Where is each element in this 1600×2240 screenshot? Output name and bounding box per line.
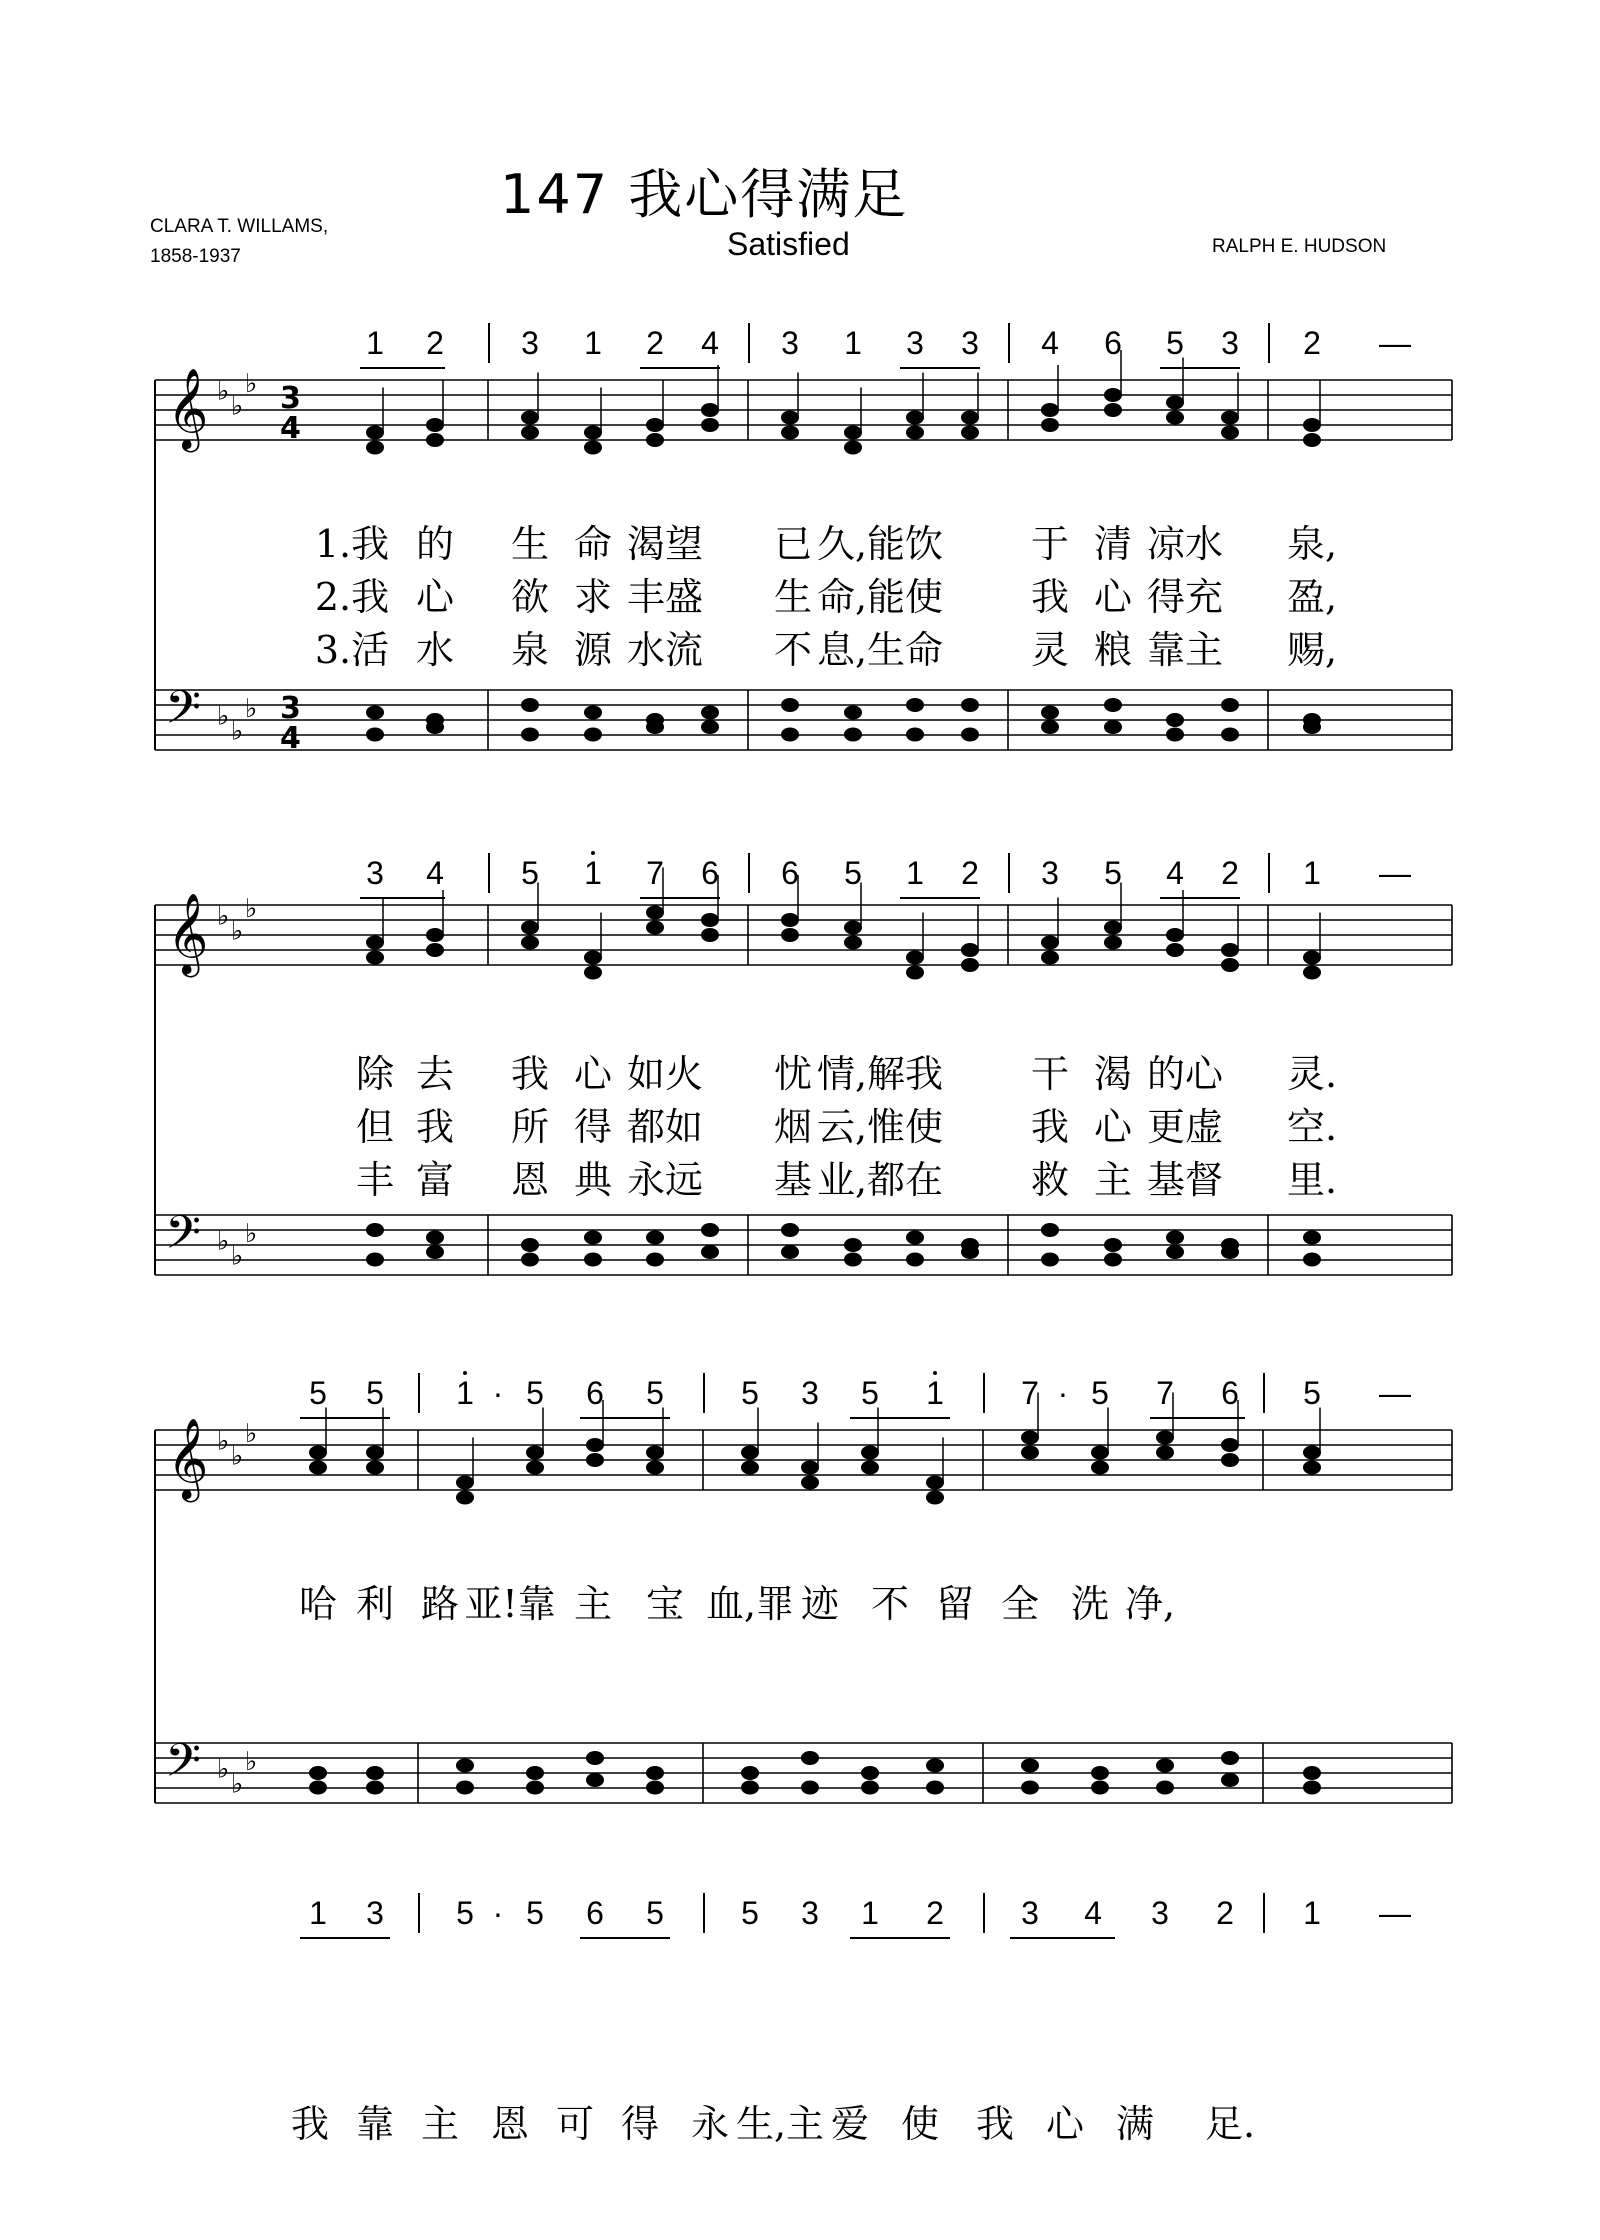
lyric-syllable: 忧 [773, 1052, 813, 1096]
lyric-syllable: 全 [1000, 1582, 1040, 1626]
lyric-syllable: 心 [1045, 2102, 1085, 2146]
flat-icon: ♭ [245, 894, 258, 924]
jianpu-note: 5 [366, 1375, 384, 1411]
lyric-syllable: 恩 [490, 2102, 530, 2146]
lyric-syllable: 净, [1124, 1582, 1176, 1626]
jianpu-note: 3 [1041, 855, 1059, 891]
flat-icon: ♭ [231, 391, 244, 422]
lyric-syllable: 靠 [355, 2102, 395, 2146]
lyric-syllable: 源 [573, 628, 613, 672]
lyric-syllable: 救 [1030, 1158, 1070, 1202]
lyric-syllable: 主 [573, 1582, 613, 1626]
jianpu-note: 4 [1166, 855, 1184, 891]
lyric-syllable: 业,都在 [816, 1158, 944, 1202]
lyric-syllable: 求 [573, 575, 613, 619]
lyric-syllable: 哈 [298, 1582, 338, 1626]
jianpu-note: 2 [1216, 1895, 1234, 1931]
jianpu-note: 2 [426, 325, 444, 361]
lyric-syllable: 永 [690, 2102, 730, 2146]
jianpu-bar [418, 1893, 420, 1933]
lyric-syllable: 都如 [626, 1105, 704, 1149]
jianpu-note: 3 [906, 325, 924, 361]
lyric-syllable: 2.我 [314, 575, 390, 619]
jianpu-note: 7 [1021, 1375, 1039, 1411]
jianpu-note: 4 [1084, 1895, 1102, 1931]
jianpu-note: 3 [1151, 1895, 1169, 1931]
flat-icon: ♭ [231, 1769, 244, 1800]
lyricist-name: CLARA T. WILLAMS, [150, 216, 329, 237]
lyric-syllable: 典 [573, 1158, 613, 1202]
lyric-syllable: 去 [415, 1052, 455, 1096]
jianpu-note: 5 [646, 1375, 664, 1411]
composer-credit: RALPH E. HUDSON [1212, 236, 1387, 257]
lyric-syllable: 亚!靠 [464, 1582, 556, 1626]
jianpu-note: 3 [1221, 325, 1239, 361]
jianpu-note: 7 [646, 855, 664, 891]
jianpu-note: 1 [844, 325, 862, 361]
lyric-syllable: 水流 [626, 628, 704, 672]
jianpu-note: · [1057, 1375, 1069, 1411]
lyric-syllable: 赐, [1286, 628, 1338, 672]
jianpu-note: 1 [584, 855, 602, 891]
lyric-syllable: 得 [573, 1105, 613, 1149]
jianpu-note: 3 [781, 325, 799, 361]
lyric-syllable: 我 [415, 1105, 455, 1149]
lyric-syllable: 心 [1093, 575, 1133, 619]
flat-icon: ♭ [245, 1419, 258, 1449]
lyric-syllable: 如火 [626, 1052, 704, 1096]
jianpu-note: 5 [741, 1375, 759, 1411]
jianpu-note: 6 [781, 855, 799, 891]
jianpu-note: 3 [366, 1895, 384, 1931]
lyric-syllable: 粮 [1093, 628, 1133, 672]
jianpu-note: 1 [861, 1895, 879, 1931]
lyric-syllable: 心 [415, 575, 455, 619]
jianpu-note: 2 [926, 1895, 944, 1931]
lyric-syllable: 久,能饮 [816, 522, 944, 566]
lyric-syllable: 除 [355, 1052, 395, 1096]
lyric-syllable: 不 [773, 628, 813, 672]
lyric-syllable: 主 [1093, 1158, 1133, 1202]
jianpu-note: 4 [701, 325, 719, 361]
jianpu-note: 3 [366, 855, 384, 891]
lyric-syllable: 3.活 [314, 628, 390, 672]
hymn-subtitle: Satisfied [727, 226, 850, 262]
jianpu-note: 5 [741, 1895, 759, 1931]
lyric-syllable: 生 [773, 575, 813, 619]
lyric-syllable: 富 [415, 1158, 455, 1202]
jianpu-note: 5 [646, 1895, 664, 1931]
jianpu-note: · [492, 1375, 504, 1411]
flat-icon: ♭ [245, 1219, 258, 1249]
lyric-syllable: 渴 [1093, 1052, 1133, 1096]
jianpu-note: 1 [366, 325, 384, 361]
jianpu-note: 1 [1303, 855, 1321, 891]
lyric-syllable: 可 [555, 2102, 595, 2146]
lyric-syllable: 迹 [800, 1582, 840, 1626]
jianpu-note: 5 [521, 855, 539, 891]
jianpu-note: 5 [309, 1375, 327, 1411]
lyric-syllable: 永远 [626, 1158, 704, 1202]
flat-icon: ♭ [231, 1441, 244, 1472]
treble-clef-icon: 𝄞 [167, 892, 209, 974]
jianpu-note: 7 [1156, 1375, 1174, 1411]
jianpu-note: 2 [646, 325, 664, 361]
jianpu-note: 6 [1221, 1375, 1239, 1411]
lyric-syllable: 渴望 [626, 522, 704, 566]
jianpu-note: 5 [861, 1375, 879, 1411]
lyric-syllable: 命 [573, 522, 613, 566]
lyric-syllable: 足. [1204, 2102, 1256, 2146]
jianpu-note: 3 [961, 325, 979, 361]
flat-icon: ♭ [245, 1747, 258, 1777]
lyric-syllable: 盈, [1286, 575, 1338, 619]
lyric-syllable: 得 [620, 2102, 660, 2146]
jianpu-note: 5 [526, 1375, 544, 1411]
lyric-syllable: 息,生命 [816, 628, 944, 672]
jianpu-note: 1 [456, 1375, 474, 1411]
lyric-syllable: 靠主 [1146, 628, 1224, 672]
jianpu-underline [850, 1937, 950, 1939]
lyric-syllable: 泉 [510, 628, 550, 672]
jianpu-note: 6 [586, 1375, 604, 1411]
lyric-syllable: 更虚 [1146, 1105, 1224, 1149]
time-signature-denominator: 4 [280, 411, 301, 446]
flat-icon: ♭ [217, 376, 230, 407]
lyric-syllable: 洗 [1070, 1582, 1110, 1626]
lyric-syllable: 留 [935, 1582, 975, 1626]
lyric-syllable: 丰 [355, 1158, 395, 1202]
jianpu-bar [983, 1893, 985, 1933]
jianpu-note: 1 [906, 855, 924, 891]
lyric-syllable: 宝 [645, 1582, 685, 1626]
jianpu-note: 3 [521, 325, 539, 361]
bass-clef-icon: 𝄢 [165, 681, 202, 746]
flat-icon: ♭ [231, 716, 244, 747]
jianpu-bar [703, 1893, 705, 1933]
jianpu-note: 6 [586, 1895, 604, 1931]
lyric-syllable: 已 [773, 522, 813, 566]
jianpu-note: 1 [1303, 1895, 1321, 1931]
jianpu-note: 5 [1104, 855, 1122, 891]
lyric-syllable: 得充 [1146, 575, 1224, 619]
flat-icon: ♭ [217, 1426, 230, 1457]
lyric-syllable: 基督 [1146, 1158, 1224, 1202]
jianpu-note: · [492, 1895, 504, 1931]
jianpu-note: 3 [801, 1375, 819, 1411]
lyric-syllable: 凉水 [1146, 522, 1224, 566]
bass-clef-icon: 𝄢 [165, 1206, 202, 1271]
jianpu-note: — [1379, 1375, 1411, 1411]
lyric-syllable: 命,能使 [816, 575, 944, 619]
jianpu-underline [300, 1937, 390, 1939]
jianpu-note: 4 [1041, 325, 1059, 361]
lyric-syllable: 心 [1093, 1105, 1133, 1149]
jianpu-note: 5 [456, 1895, 474, 1931]
lyric-syllable: 水 [415, 628, 455, 672]
lyric-syllable: 泉, [1286, 522, 1338, 566]
lyric-syllable: 灵 [1030, 628, 1070, 672]
bass-clef-icon: 𝄢 [165, 1734, 202, 1799]
jianpu-note: 3 [1021, 1895, 1039, 1931]
jianpu-note: 5 [1303, 1375, 1321, 1411]
lyric-syllable: 欲 [510, 575, 550, 619]
flat-icon: ♭ [217, 701, 230, 732]
jianpu-underline [580, 1937, 670, 1939]
lyric-syllable: 我 [1030, 1105, 1070, 1149]
lyric-syllable: 满 [1115, 2102, 1155, 2146]
lyric-syllable: 血,罪 [705, 1582, 795, 1626]
lyric-syllable: 生 [510, 522, 550, 566]
lyric-syllable: 里. [1286, 1158, 1338, 1202]
jianpu-note: 1 [584, 325, 602, 361]
lyric-syllable: 1.我 [314, 522, 390, 566]
flat-icon: ♭ [231, 1241, 244, 1272]
flat-icon: ♭ [245, 369, 258, 399]
jianpu-note: 5 [1091, 1375, 1109, 1411]
lyric-syllable: 空. [1286, 1105, 1338, 1149]
jianpu-note: — [1379, 855, 1411, 891]
jianpu-bar [1263, 1893, 1265, 1933]
hymn-title: 147 我心得满足 [500, 163, 909, 226]
lyric-syllable: 路 [420, 1582, 460, 1626]
jianpu-note: — [1379, 325, 1411, 361]
lyric-syllable: 主 [420, 2102, 460, 2146]
flat-icon: ♭ [217, 1754, 230, 1785]
lyric-syllable: 基 [773, 1158, 813, 1202]
lyric-syllable: 情,解我 [816, 1052, 944, 1096]
lyric-syllable: 灵. [1286, 1052, 1338, 1096]
lyric-syllable: 爱 [830, 2102, 870, 2146]
lyric-syllable: 丰盛 [626, 575, 704, 619]
lyric-syllable: 干 [1030, 1052, 1070, 1096]
jianpu-note: 5 [526, 1895, 544, 1931]
flat-icon: ♭ [217, 901, 230, 932]
time-signature-denominator: 4 [280, 721, 301, 756]
jianpu-underline [1010, 1937, 1115, 1939]
lyric-syllable: 云,惟使 [816, 1105, 944, 1149]
time-signature-numerator: 3 [280, 381, 301, 416]
lyric-syllable: 但 [355, 1105, 395, 1149]
jianpu-note: 5 [1166, 325, 1184, 361]
lyric-syllable: 烟 [773, 1105, 813, 1149]
flat-icon: ♭ [245, 694, 258, 724]
lyric-syllable: 我 [975, 2102, 1015, 2146]
jianpu-note: 1 [309, 1895, 327, 1931]
jianpu-note: 2 [1221, 855, 1239, 891]
lyric-syllable: 生,主 [735, 2102, 825, 2146]
lyric-syllable: 于 [1030, 522, 1070, 566]
jianpu-note: — [1379, 1895, 1411, 1931]
lyric-syllable: 清 [1093, 522, 1133, 566]
jianpu-note: 3 [801, 1895, 819, 1931]
treble-clef-icon: 𝄞 [167, 1417, 209, 1499]
lyricist-years: 1858-1937 [150, 246, 241, 267]
jianpu-note: 6 [1104, 325, 1122, 361]
lyric-syllable: 的 [415, 522, 455, 566]
time-signature-numerator: 3 [280, 691, 301, 726]
jianpu-note: 6 [701, 855, 719, 891]
flat-icon: ♭ [231, 916, 244, 947]
lyric-syllable: 我 [290, 2102, 330, 2146]
jianpu-note: 2 [1303, 325, 1321, 361]
lyric-syllable: 不 [870, 1582, 910, 1626]
jianpu-note: 4 [426, 855, 444, 891]
lyric-syllable: 我 [510, 1052, 550, 1096]
jianpu-note: 5 [844, 855, 862, 891]
lyric-syllable: 使 [900, 2102, 940, 2146]
flat-icon: ♭ [217, 1226, 230, 1257]
treble-clef-icon: 𝄞 [167, 367, 209, 449]
lyric-syllable: 的心 [1146, 1052, 1224, 1096]
lyric-syllable: 恩 [510, 1158, 550, 1202]
lyric-syllable: 所 [510, 1105, 550, 1149]
lyric-syllable: 心 [573, 1052, 613, 1096]
lyric-syllable: 我 [1030, 575, 1070, 619]
jianpu-note: 1 [926, 1375, 944, 1411]
lyric-syllable: 利 [355, 1582, 395, 1626]
jianpu-note: 2 [961, 855, 979, 891]
